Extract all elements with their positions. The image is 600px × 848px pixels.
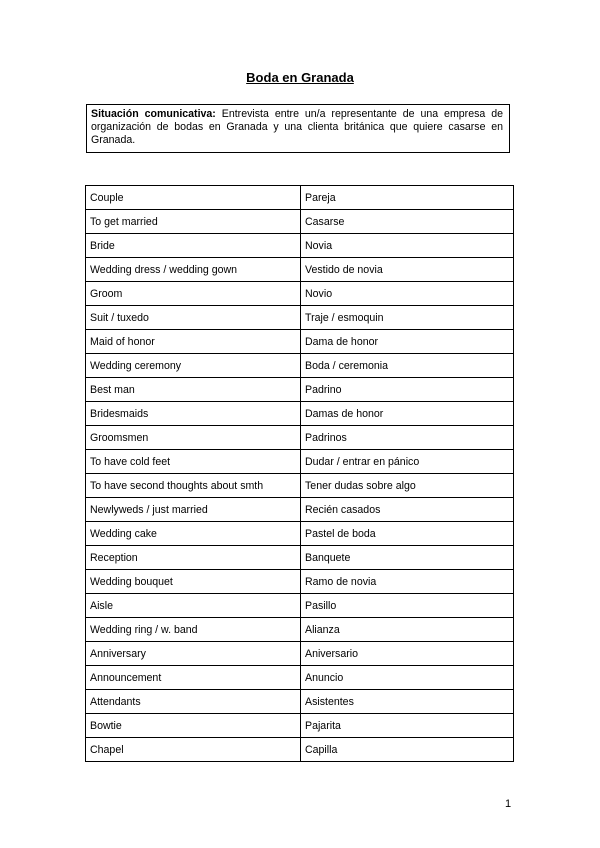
spanish-term: Asistentes	[301, 690, 514, 714]
spanish-term: Pasillo	[301, 594, 514, 618]
spanish-term: Aniversario	[301, 642, 514, 666]
english-term: Reception	[86, 546, 301, 570]
english-term: Newlyweds / just married	[86, 498, 301, 522]
english-term: Groom	[86, 282, 301, 306]
table-row	[86, 594, 514, 618]
table-row	[86, 378, 514, 402]
table-row	[86, 210, 514, 234]
table-row	[86, 306, 514, 330]
situation-box	[86, 104, 510, 153]
english-term: Bride	[86, 234, 301, 258]
spanish-term: Pajarita	[301, 714, 514, 738]
table-row	[86, 450, 514, 474]
table-row	[86, 690, 514, 714]
english-term: Maid of honor	[86, 330, 301, 354]
table-row	[86, 282, 514, 306]
vocabulary-table	[85, 185, 514, 762]
spanish-term: Pastel de boda	[301, 522, 514, 546]
spanish-term: Boda / ceremonia	[301, 354, 514, 378]
table-row	[86, 714, 514, 738]
table-row	[86, 498, 514, 522]
spanish-term: Ramo de novia	[301, 570, 514, 594]
table-row	[86, 474, 514, 498]
english-term: Wedding cake	[86, 522, 301, 546]
spanish-term: Pareja	[301, 186, 514, 210]
spanish-term: Traje / esmoquin	[301, 306, 514, 330]
spanish-term: Dudar / entrar en pánico	[301, 450, 514, 474]
english-term: Best man	[86, 378, 301, 402]
english-term: Attendants	[86, 690, 301, 714]
english-term: Wedding dress / wedding gown	[86, 258, 301, 282]
english-term: To have second thoughts about smth	[86, 474, 301, 498]
english-term: Wedding ring / w. band	[86, 618, 301, 642]
spanish-term: Anuncio	[301, 666, 514, 690]
spanish-term: Damas de honor	[301, 402, 514, 426]
table-row	[86, 330, 514, 354]
spanish-term: Alianza	[301, 618, 514, 642]
spanish-term: Vestido de novia	[301, 258, 514, 282]
spanish-term: Dama de honor	[301, 330, 514, 354]
table-row	[86, 186, 514, 210]
english-term: Groomsmen	[86, 426, 301, 450]
english-term: Wedding ceremony	[86, 354, 301, 378]
english-term: Chapel	[86, 738, 301, 762]
table-row	[86, 618, 514, 642]
english-term: Bridesmaids	[86, 402, 301, 426]
spanish-term: Padrino	[301, 378, 514, 402]
english-term: Suit / tuxedo	[86, 306, 301, 330]
table-row	[86, 546, 514, 570]
table-row	[86, 426, 514, 450]
english-term: Aisle	[86, 594, 301, 618]
spanish-term: Padrinos	[301, 426, 514, 450]
english-term: To have cold feet	[86, 450, 301, 474]
table-row	[86, 522, 514, 546]
spanish-term: Casarse	[301, 210, 514, 234]
table-row	[86, 642, 514, 666]
table-row	[86, 258, 514, 282]
english-term: To get married	[86, 210, 301, 234]
table-row	[86, 402, 514, 426]
table-row	[86, 234, 514, 258]
spanish-term: Banquete	[301, 546, 514, 570]
situation-label: Situación comunicativa:	[91, 108, 216, 120]
english-term: Couple	[86, 186, 301, 210]
spanish-term: Capilla	[301, 738, 514, 762]
english-term: Wedding bouquet	[86, 570, 301, 594]
table-row	[86, 738, 514, 762]
spanish-term: Recién casados	[301, 498, 514, 522]
english-term: Bowtie	[86, 714, 301, 738]
english-term: Announcement	[86, 666, 301, 690]
spanish-term: Tener dudas sobre algo	[301, 474, 514, 498]
table-row	[86, 570, 514, 594]
table-row	[86, 666, 514, 690]
situation-text: Entrevista entre un/a representante de una empresa de organización de bodas en Granada y una clienta británica que quiere casarse en Granada.	[91, 108, 503, 146]
page-number: 1	[505, 798, 512, 810]
spanish-term: Novia	[301, 234, 514, 258]
table-row	[86, 354, 514, 378]
page-title: Boda en Granada	[246, 70, 354, 85]
spanish-term: Novio	[301, 282, 514, 306]
english-term: Anniversary	[86, 642, 301, 666]
